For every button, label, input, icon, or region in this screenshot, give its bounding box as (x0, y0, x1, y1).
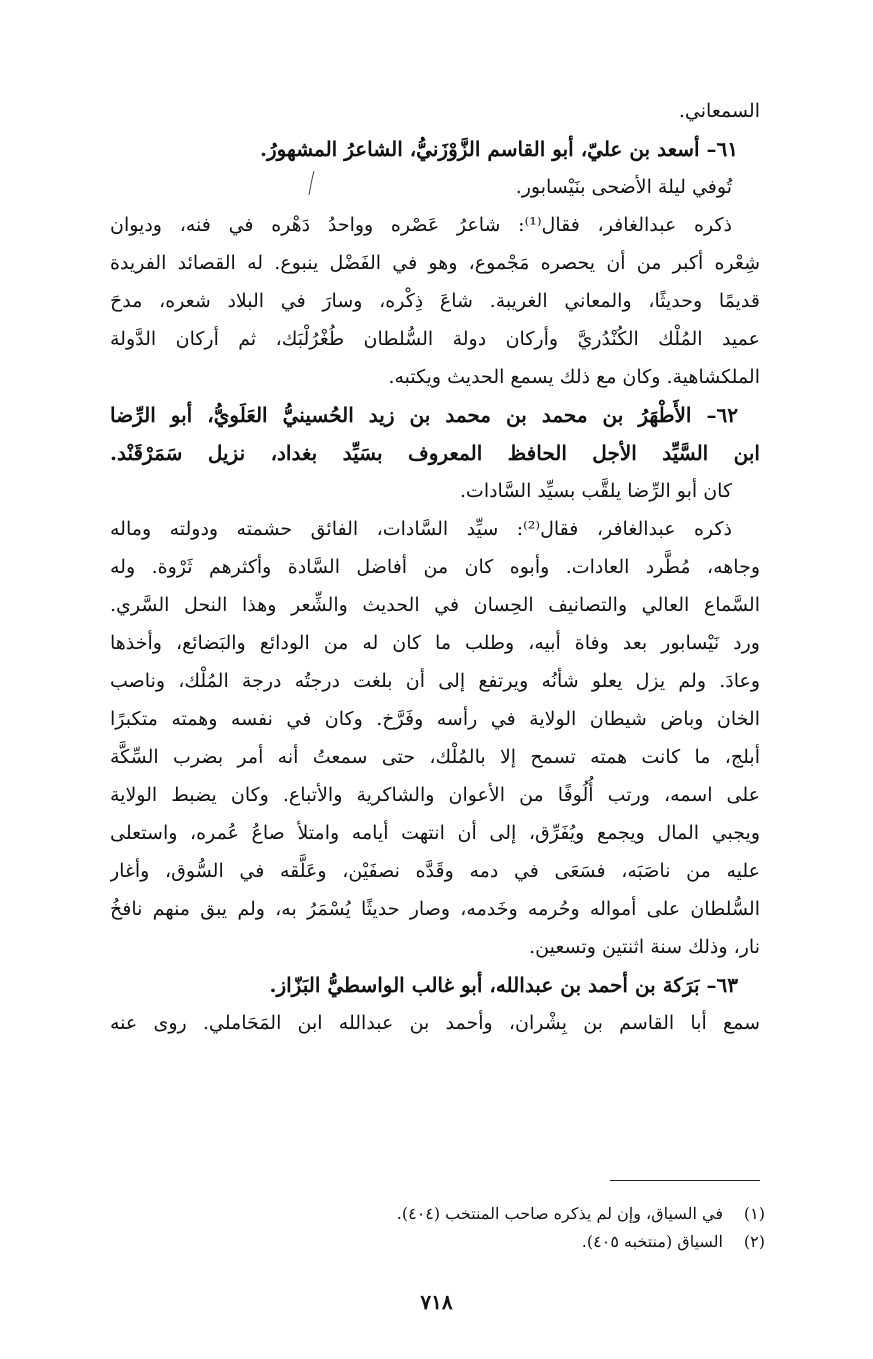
text-line: أبلج، ما كانت همته تسمح إلا بالمُلْك، حتى سمعتُ أنه أمر بضرب السِّكَّة (110, 746, 760, 768)
text-line: نار، وذلك سنة اثنتين وتسعين. (529, 936, 760, 958)
text-line: السَّماع العالي والتصانيف الحِسان في الحديث والشِّعر وهذا النحل السَّري. (110, 594, 760, 616)
text-line: ذكره عبدالغافر، فقال⁽¹⁾: شاعرُ عَصْره وواحدُ دَهْره في فنه، وديوان (110, 214, 732, 236)
text-line: سمع أبا القاسم بن بِشْران، وأحمد بن عبدالله ابن المَحَاملي. روى عنه (110, 1012, 760, 1034)
text-line: عليه من ناصَبَه، فسَعَى في دمه وقَدَّه نصفَيْن، وعَلَّقه في السُّوق، وأغار (110, 860, 760, 882)
text-line: تُوفي ليلة الأضحى بنَيْسابور. (515, 176, 732, 198)
text-line: السمعاني. (678, 100, 760, 122)
footnote-text: السياق (منتخبه ٤٠٥). (581, 1232, 723, 1251)
main-text (110, 92, 760, 1042)
text-line: الخان وباض شيطان الولاية في رأسه وفَرَّخ. وكان في نفسه وهمته متكبرًا (110, 708, 760, 730)
text-line: ورد نَيْسابور بعد وفاة أبيه، وطلب ما كان له من الودائع والبَضائع، وأخذها (110, 632, 760, 654)
entry-heading-line: ٦١– أسعد بن عليّ، أبو القاسم الزَّوْزَنيُّ، الشاعرُ المشهورُ. (260, 137, 738, 161)
footnote (125, 1228, 765, 1256)
text-line: السُّلطان على أمواله وحُرمه وخَدمه، وصار حديثًا يُسْمَرُ به، ولم يبق منهم نافخُ (110, 898, 760, 920)
page-number: ٧١٨ (420, 1290, 453, 1314)
entry-heading-line: ٦٣– بَرَكة بن أحمد بن عبدالله، أبو غالب الواسطيُّ البَزّاز. (269, 973, 738, 997)
text-line: على اسمه، ورتب أُلُوفًا من الأعوان والشاكرية والأتباع. وكان يضبط الولاية (110, 784, 760, 806)
text-line: وعادَ. ولم يزل يعلو شأنُه ويرتفع إلى أن بلغت درجتُه درجة المُلْك، وناصب (110, 670, 760, 692)
text-line: قديمًا وحديثًا، والمعاني الغريبة. شاعَ ذِكْره، وسارَ في البلاد شعره، مدحَ (110, 290, 760, 312)
footnote (125, 1200, 765, 1228)
text-line: شِعْره أكبر من أن يحصره مَجْموع، وهو في الفَضْل ينبوع. له القصائد الفريدة (110, 252, 760, 274)
footnote-text: في السياق، وإن لم يذكره صاحب المنتخب (٤٠٤). (396, 1204, 723, 1223)
entry-heading-line: ٦٢– الأَطْهَرُ بن محمد بن محمد بن زيد الحُسينيُّ العَلَويُّ، أبو الرِّضا (110, 403, 738, 427)
text-line: الملكشاهية. وكان مع ذلك يسمع الحديث ويكتبه. (388, 366, 760, 388)
text-line: كان أبو الرِّضا يلقَّب بسيِّد السَّادات. (459, 480, 732, 502)
text-line: وجاهه، مُطَّرد العادات. وأبوه كان من أفاضل السَّادة وأكثرهم ثَرْوة. وله (110, 556, 760, 578)
entry-heading-line: ابن السَّيِّد الأجل الحافظ المعروف بسَيِّد بغداد، نزيل سَمَرْقَنْد. (110, 441, 760, 465)
footnote-rule (610, 1180, 760, 1181)
text-line: ذكره عبدالغافر، فقال⁽²⁾: سيِّد السَّادات، الفائق حشمته ودولته وماله (110, 518, 732, 540)
text-line: عميد المُلْك الكُنْدُريَّ وأركان دولة السُّلطان طُغْرُلْبَك، ثم أركان الدَّولة (110, 328, 760, 350)
footnote-number: (٢) (743, 1232, 765, 1251)
text-line: ويجبي المال ويجمع ويُفَرِّق، إلى أن انتهت أيامه وامتلأ صاعُ عُمره، واستعلى (110, 822, 760, 844)
footnotes (125, 1200, 765, 1256)
footnote-number: (١) (743, 1204, 765, 1223)
